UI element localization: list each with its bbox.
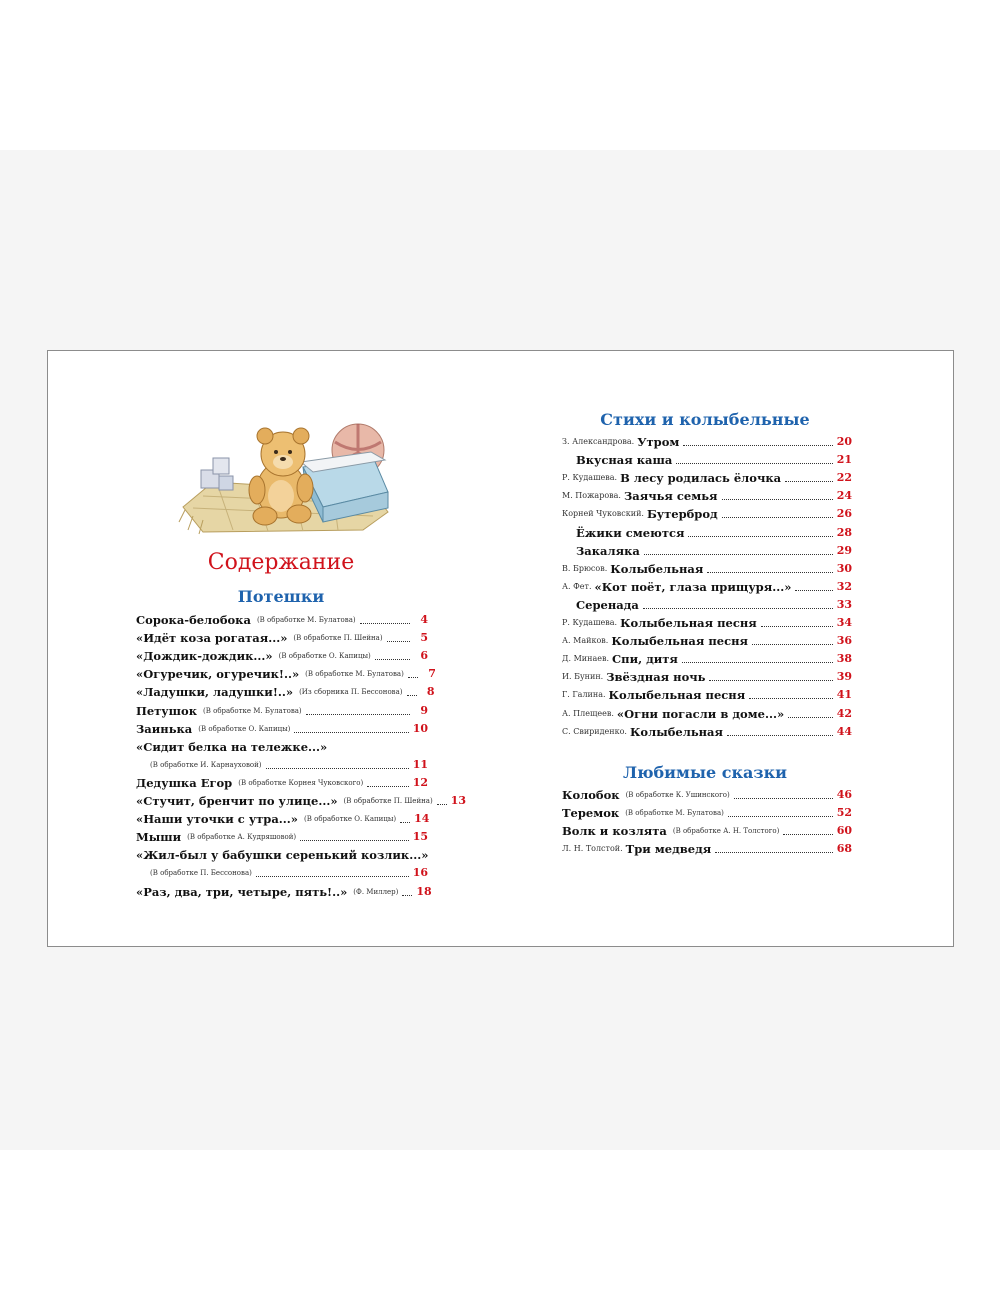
dotted-leader	[400, 822, 410, 823]
toc-entry-title: Колыбельная	[629, 724, 724, 739]
toc-entry-note: (Ф. Миллер)	[353, 887, 399, 896]
dotted-leader	[795, 590, 832, 591]
toc-entry-page: 20	[836, 435, 852, 449]
toc-entry-author: Р. Кудашева.	[562, 473, 618, 483]
toc-entry-note: (В обработке О. Капицы)	[278, 652, 371, 661]
toc-entry	[562, 503, 852, 521]
toc-entry	[562, 594, 852, 612]
toc-entry-note: (В обработке П. Шейна)	[343, 797, 433, 806]
dotted-leader	[752, 644, 833, 645]
toc-entry	[136, 609, 428, 627]
toc-entry	[562, 684, 852, 702]
poems-list	[562, 431, 852, 739]
toc-entry-title: «Наши уточки с утра...»	[136, 812, 298, 827]
toc-entry-note: (В обработке О. Капицы)	[198, 724, 291, 733]
toc-entry-title: Колыбельная песня	[611, 634, 748, 649]
toc-entry-note: (В обработке М. Булатова)	[625, 809, 724, 818]
toc-entry	[562, 666, 852, 684]
toc-entry-title: «Огуречик, огуречик!..»	[136, 667, 300, 682]
toc-entry-note: (В обработке К. Ушинского)	[625, 791, 730, 800]
toc-entry-note: (В обработке М. Булатова)	[305, 670, 404, 679]
dotted-leader	[688, 536, 832, 537]
toc-entry	[136, 844, 428, 862]
toc-entry-page: 29	[836, 543, 852, 557]
toc-entry-page: 42	[836, 706, 852, 720]
toc-entry-page: 60	[836, 824, 852, 838]
toc-entry-title: Дедушка Егор	[136, 775, 233, 790]
dotted-leader	[402, 895, 412, 896]
toc-entry	[136, 681, 435, 700]
toc-entry	[562, 431, 852, 449]
toc-entry-title: Заячья семья	[623, 489, 718, 504]
toc-entry-author: Г. Галина.	[562, 690, 606, 700]
toc-entry	[136, 862, 428, 880]
toc-entry-title: Волк и козлята	[562, 824, 667, 839]
toc-entry-title: Три медведя	[625, 842, 712, 857]
toc-entry-title: Колобок	[562, 788, 620, 803]
dotted-leader	[407, 695, 417, 696]
dotted-leader	[785, 481, 833, 482]
dotted-leader	[375, 659, 410, 660]
section-title-poems: Стихи и колыбельные	[600, 410, 810, 429]
dotted-leader	[387, 641, 410, 642]
toc-entry-title: Петушок	[136, 703, 197, 718]
toc-entry-title: «Стучит, бренчит по улице...»	[136, 794, 338, 809]
toc-entry-title: Серенада	[576, 597, 639, 612]
toc-entry-page: 28	[836, 525, 852, 539]
toc-entry-note: (В обработке А. Н. Толстого)	[672, 827, 780, 836]
toc-entry-author: Корней Чуковский.	[562, 509, 644, 519]
toc-entry-title: Колыбельная	[610, 561, 704, 576]
toc-entry-page: 4	[420, 613, 428, 627]
dotted-leader	[761, 626, 833, 627]
toc-entry	[562, 820, 852, 838]
toc-entry	[136, 699, 428, 717]
toc-entry	[136, 663, 436, 682]
dotted-leader	[715, 852, 832, 853]
toc-entry	[136, 645, 428, 663]
dotted-leader	[788, 717, 833, 718]
toc-entry-page: 9	[420, 703, 428, 717]
toc-entry	[562, 467, 852, 485]
toc-entry	[562, 558, 852, 576]
teddy-bear-illustration	[173, 412, 403, 542]
toc-entry-page: 30	[836, 561, 852, 575]
toc-entry	[136, 754, 428, 772]
toc-title: Содержание	[207, 550, 355, 575]
toc-entry-author: А. Майков.	[562, 636, 609, 646]
dotted-leader	[722, 517, 833, 518]
toc-entry-page: 13	[450, 794, 466, 808]
toc-entry-page: 32	[836, 579, 852, 593]
dotted-leader	[294, 732, 408, 733]
section-title-tales: Любимые сказки	[622, 763, 788, 782]
toc-entry-page: 15	[412, 830, 428, 844]
toc-entry-author: З. Александрова.	[562, 437, 635, 447]
toc-entry-note: (В обработке О. Капицы)	[304, 815, 397, 824]
toc-entry	[136, 880, 432, 899]
toc-entry-page: 38	[836, 652, 852, 666]
toc-entry-author: М. Пожарова.	[562, 491, 621, 501]
toc-entry-title: «Сидит белка на тележке...»	[136, 739, 328, 754]
toc-entry-note: (В обработке А. Кудряшовой)	[187, 833, 297, 842]
toc-entry-author: С. Свириденко.	[562, 726, 627, 736]
toc-entry-page: 21	[836, 453, 852, 467]
toc-entry	[562, 648, 852, 666]
toc-entry-title: «Ладушки, ладушки!..»	[136, 685, 294, 700]
dotted-leader	[676, 463, 832, 464]
toc-entry-note: (В обработке П. Бессонова)	[150, 869, 252, 878]
toc-entry-note: (В обработке М. Булатова)	[256, 616, 356, 625]
dotted-leader	[683, 445, 832, 446]
toc-entry	[562, 702, 852, 720]
toc-entry-page: 5	[420, 631, 428, 645]
toc-entry-note: (В обработке П. Шейна)	[293, 634, 383, 643]
toc-entry-author: В. Брюсов.	[562, 563, 608, 573]
toc-entry-note: (Из сборника П. Бессонова)	[299, 688, 403, 697]
toc-entry-title: «Дождик-дождик...»	[136, 649, 273, 664]
toc-entry-page: 8	[426, 685, 435, 699]
toc-entry-title: «Кот поёт, глаза прищуря...»	[594, 579, 792, 594]
toc-entry-page: 46	[836, 788, 852, 802]
toc-entry-title: Мыши	[136, 830, 182, 845]
toc-entry	[562, 630, 852, 648]
poteshki-list	[136, 609, 466, 899]
toc-entry	[562, 521, 852, 539]
toc-entry-page: 41	[836, 688, 852, 702]
dotted-leader	[727, 735, 833, 736]
toc-entry-title: Заинька	[136, 721, 193, 736]
toc-entry-title: Закаляка	[576, 543, 640, 558]
toc-entry-page: 18	[416, 884, 432, 898]
toc-entry	[562, 449, 852, 467]
toc-entry-title: «Огни погасли в доме...»	[616, 706, 785, 721]
toc-entry	[562, 721, 852, 739]
toc-entry	[136, 627, 428, 645]
dotted-leader	[709, 680, 832, 681]
toc-entry-page: 7	[428, 667, 436, 681]
dotted-leader	[360, 623, 410, 624]
dotted-leader	[266, 768, 409, 769]
toc-entry-page: 12	[412, 775, 428, 789]
toc-entry-title: Утром	[637, 435, 680, 450]
toc-entry-title: Звёздная ночь	[606, 670, 706, 685]
toc-entry-page: 36	[836, 634, 852, 648]
toc-entry-page: 44	[836, 724, 852, 738]
section-title-poteshki: Потешки	[237, 587, 325, 606]
dotted-leader	[437, 804, 447, 805]
dotted-leader	[734, 798, 833, 799]
toc-entry-title: Сорока-белобока	[136, 613, 251, 628]
toc-entry	[562, 802, 852, 820]
toc-entry-title: Теремок	[562, 806, 620, 821]
toc-entry-page: 33	[836, 597, 852, 611]
dotted-leader	[644, 554, 833, 555]
tales-list	[562, 784, 852, 856]
toc-entry-page: 26	[836, 507, 852, 521]
toc-entry	[136, 718, 428, 736]
toc-entry-page: 68	[836, 842, 852, 856]
toc-entry	[562, 784, 852, 802]
toc-entry-author: Л. Н. Толстой.	[562, 844, 623, 854]
dotted-leader	[256, 876, 409, 877]
toc-entry-page: 14	[414, 812, 430, 826]
toc-entry-author: А. Фет.	[562, 581, 592, 591]
toc-entry-author: Р. Кудашева.	[562, 618, 618, 628]
toc-entry-title: Ёжики смеются	[576, 525, 685, 540]
dotted-leader	[306, 714, 410, 715]
toc-entry	[136, 772, 428, 790]
dotted-leader	[682, 662, 833, 663]
toc-entry-title: Колыбельная песня	[608, 688, 746, 703]
toc-entry-title: Спи, дитя	[612, 652, 678, 667]
toc-entry	[562, 838, 852, 856]
toc-entry-page: 6	[420, 649, 428, 663]
toc-entry-note: (В обработке М. Булатова)	[203, 706, 302, 715]
toc-entry-title: «Жил-был у бабушки серенький козлик...»	[136, 848, 429, 863]
toc-entry-page: 52	[836, 806, 852, 820]
toc-entry-author: И. Бунин.	[562, 672, 604, 682]
toc-entry-title: Колыбельная песня	[620, 616, 757, 631]
toc-entry-page: 39	[836, 670, 852, 684]
dotted-leader	[643, 608, 833, 609]
toc-entry-page: 22	[836, 471, 852, 485]
toc-entry-note: (В обработке И. Карнауховой)	[150, 760, 262, 769]
toc-entry-title: «Раз, два, три, четыре, пять!..»	[136, 884, 348, 899]
toc-entry	[562, 576, 852, 594]
toc-entry-page: 34	[836, 616, 852, 630]
toc-entry-title: Вкусная каша	[576, 453, 673, 468]
dotted-leader	[722, 499, 833, 500]
toc-entry-page: 16	[412, 866, 428, 880]
toc-entry-page: 24	[836, 489, 852, 503]
toc-entry	[136, 808, 428, 826]
dotted-leader	[749, 698, 832, 699]
dotted-leader	[783, 834, 832, 835]
toc-entry	[136, 826, 428, 844]
toc-entry	[136, 736, 428, 754]
toc-entry-author: Д. Минаев.	[562, 654, 609, 664]
dotted-leader	[408, 677, 418, 678]
toc-entry-page: 10	[412, 721, 428, 735]
toc-entry-title: «Идёт коза рогатая...»	[136, 631, 288, 646]
toc-entry-title: Бутерброд	[646, 507, 718, 522]
toc-entry-page: 11	[412, 757, 428, 771]
toc-entry-title: В лесу родилась ёлочка	[620, 471, 782, 486]
toc-entry	[562, 540, 852, 558]
dotted-leader	[728, 816, 833, 817]
dotted-leader	[300, 840, 409, 841]
toc-entry-note: (В обработке Корнея Чуковского)	[238, 778, 364, 787]
toc-entry	[562, 485, 852, 503]
dotted-leader	[367, 786, 408, 787]
toc-entry	[562, 612, 852, 630]
toc-entry-author: А. Плещеев.	[562, 708, 614, 718]
dotted-leader	[707, 572, 832, 573]
toc-entry	[136, 790, 466, 809]
